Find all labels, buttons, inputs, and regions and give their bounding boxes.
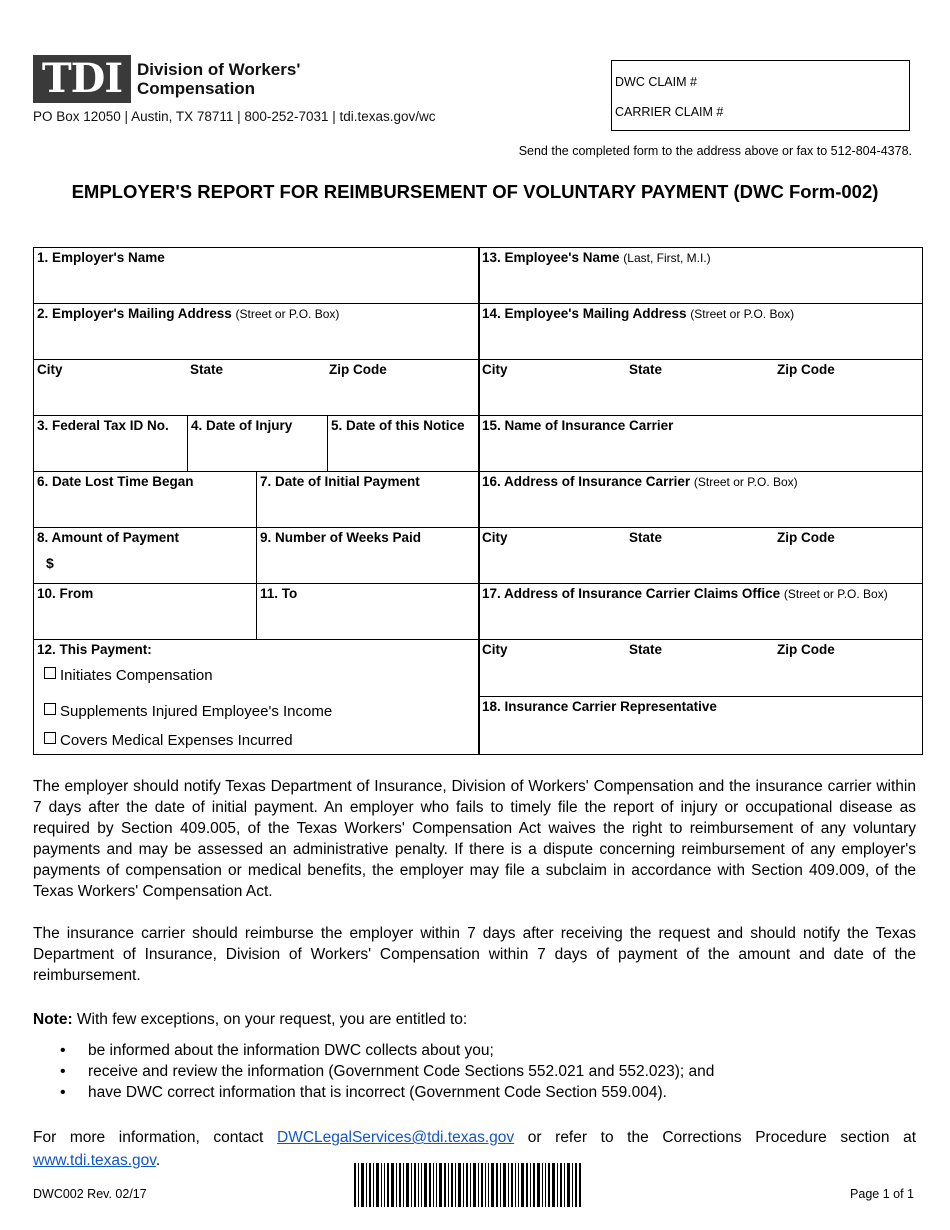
legal-services-email-link[interactable]: DWCLegalServices@tdi.texas.gov <box>277 1129 515 1146</box>
employee-city-label: City <box>482 362 508 377</box>
list-item: • have DWC correct information that is incorrect (Government Code Section 559.004). <box>60 1082 714 1103</box>
employer-name-label: 1. Employer's Name <box>37 250 165 265</box>
covers-medical-option[interactable] <box>44 732 293 749</box>
org-name <box>137 60 300 98</box>
contact-mid-text: or refer to the Corrections Procedure section at <box>514 1129 916 1146</box>
employee-zip-label: Zip Code <box>777 362 835 377</box>
federal-tax-id-field[interactable] <box>33 415 188 472</box>
org-name-line1: Division of Workers' <box>137 60 301 79</box>
contact-line-1 <box>33 1125 916 1150</box>
contact-line-2 <box>33 1150 160 1171</box>
dwc-claim-label[interactable]: DWC CLAIM # <box>615 75 697 89</box>
rights-list <box>60 1040 714 1103</box>
date-lost-time-field[interactable] <box>33 471 257 528</box>
employee-name-label: 13. Employee's Name <box>482 250 620 265</box>
employer-city-label: City <box>37 362 63 377</box>
insurance-carrier-name-label: 15. Name of Insurance Carrier <box>482 418 674 433</box>
weeks-paid-label: 9. Number of Weeks Paid <box>260 530 422 545</box>
date-of-notice-label: 5. Date of this Notice <box>331 418 465 433</box>
initiates-compensation-label: Initiates Compensation <box>60 667 213 684</box>
barcode-image <box>354 1163 582 1207</box>
privacy-note <box>33 1009 916 1030</box>
supplements-income-checkbox[interactable] <box>44 703 56 715</box>
list-item: • be informed about the information DWC collects about you; <box>60 1040 714 1061</box>
carrier-representative-label: 18. Insurance Carrier Representative <box>482 699 717 714</box>
insurance-carrier-address-label: 16. Address of Insurance Carrier <box>482 474 691 489</box>
claims-office-address-label: 17. Address of Insurance Carrier Claims Office <box>482 586 781 601</box>
carrier-reimbursement-paragraph: The insurance carrier should reimburse the employer within 7 days after receiving the request and should notify the Texas Department of Insurance, Division of Workers' Compensation within 7 days of payment of the amount and date of the reimbursement. <box>33 925 916 984</box>
supplements-income-option[interactable] <box>44 703 332 720</box>
send-instructions: Send the completed form to the address above or fax to 512-804-4378. <box>518 144 912 158</box>
federal-tax-id-label: 3. Federal Tax ID No. <box>37 418 169 433</box>
employer-address-sublabel: (Street or P.O. Box) <box>235 307 340 321</box>
insurance-carrier-address-field[interactable] <box>478 471 923 528</box>
carrier-zip-label: Zip Code <box>777 530 835 545</box>
carrier-city-state-zip[interactable] <box>478 527 923 584</box>
contact-intro: For more information, contact <box>33 1129 277 1146</box>
note-text: With few exceptions, on your request, you are entitled to: <box>72 1011 468 1028</box>
weeks-paid-field[interactable] <box>256 527 480 584</box>
barcode-bars <box>354 1163 581 1207</box>
employee-address-sublabel: (Street or P.O. Box) <box>690 307 795 321</box>
employer-city-state-zip[interactable] <box>33 359 480 416</box>
employer-address-field[interactable] <box>33 303 480 360</box>
note-label: Note: <box>33 1011 73 1028</box>
date-initial-payment-label: 7. Date of Initial Payment <box>260 474 420 489</box>
page-number: Page 1 of 1 <box>850 1187 914 1201</box>
employee-city-state-zip[interactable] <box>478 359 923 416</box>
carrier-state-label: State <box>629 530 663 545</box>
date-of-injury-label: 4. Date of Injury <box>191 418 293 433</box>
to-date-label: 11. To <box>260 586 298 601</box>
tdi-logo: TDI <box>33 55 131 103</box>
covers-medical-checkbox[interactable] <box>44 732 56 744</box>
employer-notice-paragraph: The employer should notify Texas Department of Insurance, Division of Workers' Compensation and the insurance carrier within 7 days after the date of initial payment. An employer who fails to timely file the report of injury or occupational disease as required by Section 409.005, of the Texas Workers' Compensation Act waives the right to reimbursement of any voluntary payments and may be assessed an administrative penalty. If there is a dispute concerning reimbursement of any employer's payments of compensation or medical benefits, the employer may file a subclaim in accordance with Section 409.009, of the Texas Workers' Compensation Act. <box>33 778 916 900</box>
dollar-sign: $ <box>46 555 54 571</box>
insurance-carrier-address-sublabel: (Street or P.O. Box) <box>693 475 798 489</box>
insurance-carrier-name-field[interactable] <box>478 415 923 472</box>
initiates-compensation-checkbox[interactable] <box>44 667 56 679</box>
date-of-notice-field[interactable] <box>327 415 480 472</box>
employee-address-field[interactable] <box>478 303 923 360</box>
tdi-website-link[interactable]: www.tdi.texas.gov <box>33 1152 156 1169</box>
carrier-claim-label[interactable]: CARRIER CLAIM # <box>615 105 724 119</box>
carrier-city-label: City <box>482 530 508 545</box>
claims-office-address-sublabel: (Street or P.O. Box) <box>783 587 888 601</box>
employer-state-label: State <box>190 362 224 377</box>
to-date-field[interactable] <box>256 583 480 640</box>
covers-medical-label: Covers Medical Expenses Incurred <box>60 732 293 749</box>
date-initial-payment-field[interactable] <box>256 471 480 528</box>
supplements-income-label: Supplements Injured Employee's Income <box>60 703 333 720</box>
date-lost-time-label: 6. Date Lost Time Began <box>37 474 194 489</box>
employer-zip-label: Zip Code <box>329 362 387 377</box>
claim-number-box <box>611 60 910 131</box>
claims-office-city-state-zip[interactable] <box>478 639 923 697</box>
form-title: EMPLOYER'S REPORT FOR REIMBURSEMENT OF VOLUNTARY PAYMENT (DWC Form-002) <box>71 181 879 202</box>
from-date-field[interactable] <box>33 583 257 640</box>
contact-end-period: . <box>155 1152 161 1169</box>
carrier-representative-field[interactable] <box>478 696 923 755</box>
form-revision: DWC002 Rev. 02/17 <box>33 1187 147 1201</box>
employee-name-field[interactable] <box>478 247 923 304</box>
this-payment-section <box>33 639 480 755</box>
employee-address-label: 14. Employee's Mailing Address <box>482 306 687 321</box>
employee-state-label: State <box>629 362 663 377</box>
employee-name-sublabel: (Last, First, M.I.) <box>623 251 711 265</box>
employer-name-field[interactable] <box>33 247 480 304</box>
date-of-injury-field[interactable] <box>187 415 328 472</box>
org-address: PO Box 12050 | Austin, TX 78711 | 800-252-7031 | tdi.texas.gov/wc <box>33 109 436 124</box>
this-payment-label: 12. This Payment: <box>37 642 152 657</box>
amount-of-payment-label: 8. Amount of Payment <box>37 530 180 545</box>
claims-office-state-label: State <box>629 642 663 657</box>
claims-office-zip-label: Zip Code <box>777 642 835 657</box>
amount-of-payment-field[interactable] <box>33 527 257 584</box>
claims-office-address-field[interactable] <box>478 583 923 640</box>
org-name-line2: Compensation <box>137 79 256 98</box>
from-date-label: 10. From <box>37 586 94 601</box>
initiates-compensation-option[interactable] <box>44 667 213 684</box>
employer-address-label: 2. Employer's Mailing Address <box>37 306 232 321</box>
list-item: • receive and review the information (Government Code Sections 552.021 and 552.023); and <box>60 1061 714 1082</box>
claims-office-city-label: City <box>482 642 508 657</box>
